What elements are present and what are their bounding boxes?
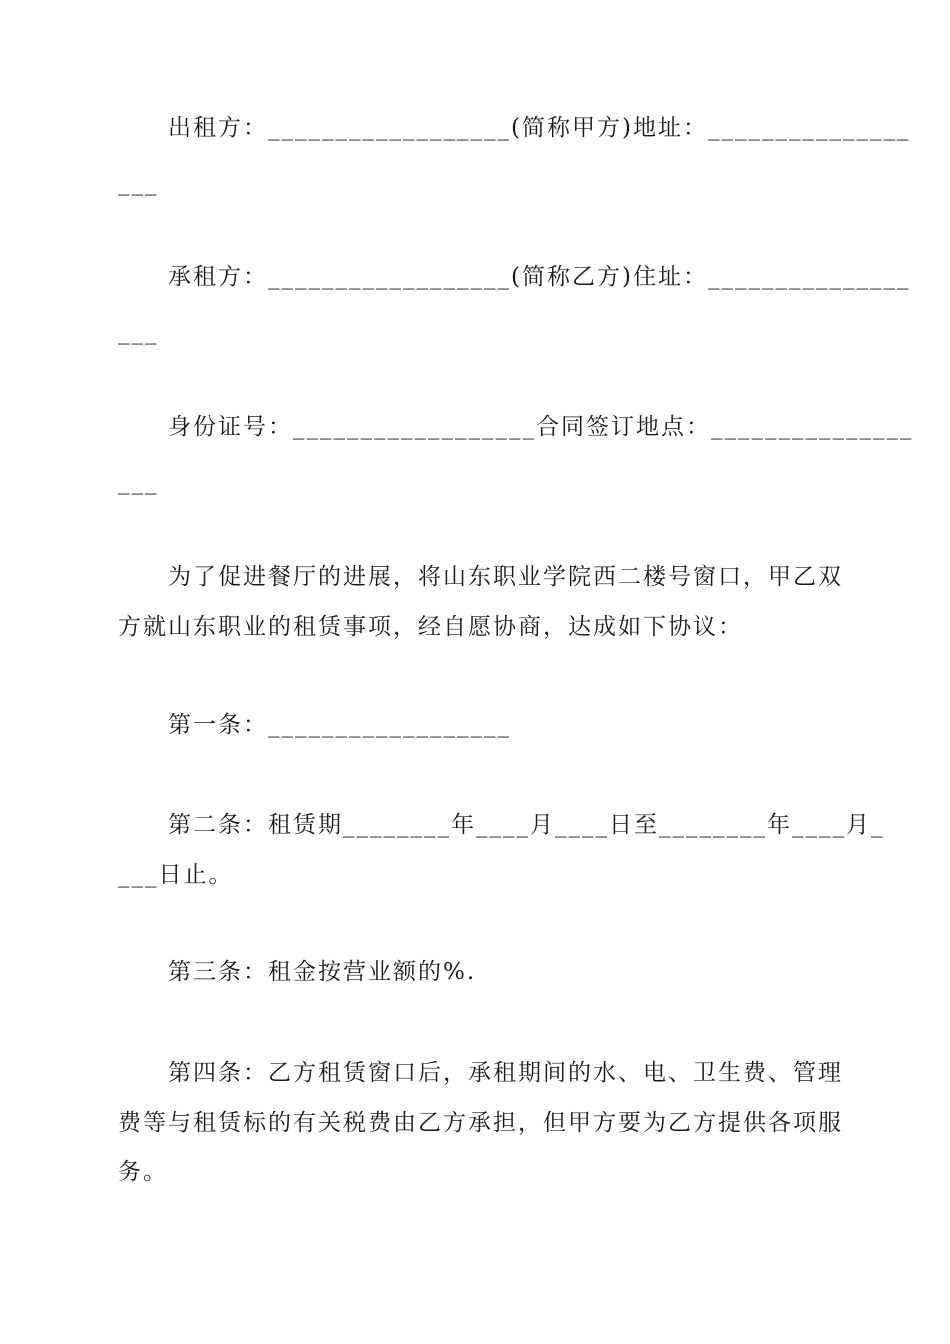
article-4-line-1: 第四条：乙方租赁窗口后，承租期间的水、电、卫生费、管理 [168,1060,843,1086]
id-number-line: 身份证号：__________________合同签订地点：_______________ [168,414,914,440]
id-number-line-continuation: ___ [118,469,159,495]
article-4-line-3: 务。 [118,1159,168,1185]
preamble-line-2: 方就山东职业的租赁事项，经自愿协商，达成如下协议： [118,614,743,640]
article-2-line-2: ___日止。 [118,862,234,888]
lessee-line-continuation: ___ [118,319,159,345]
article-4-line-2: 费等与租赁标的有关税费由乙方承担，但甲方要为乙方提供各项服 [118,1110,843,1136]
lessee-line: 承租方：__________________(简称乙方)住址：_______________ [168,264,911,290]
article-2-line-1: 第二条：租赁期________年____月____日至________年____月_ [168,812,885,838]
lessor-line: 出租方：__________________(简称甲方)地址：_______________ [168,115,911,141]
preamble-line-1: 为了促进餐厅的进展，将山东职业学院西二楼号窗口，甲乙双 [168,564,843,590]
article-1: 第一条：__________________ [168,712,511,738]
lessor-line-continuation: ___ [118,170,159,196]
article-3: 第三条：租金按营业额的%. [168,959,477,985]
